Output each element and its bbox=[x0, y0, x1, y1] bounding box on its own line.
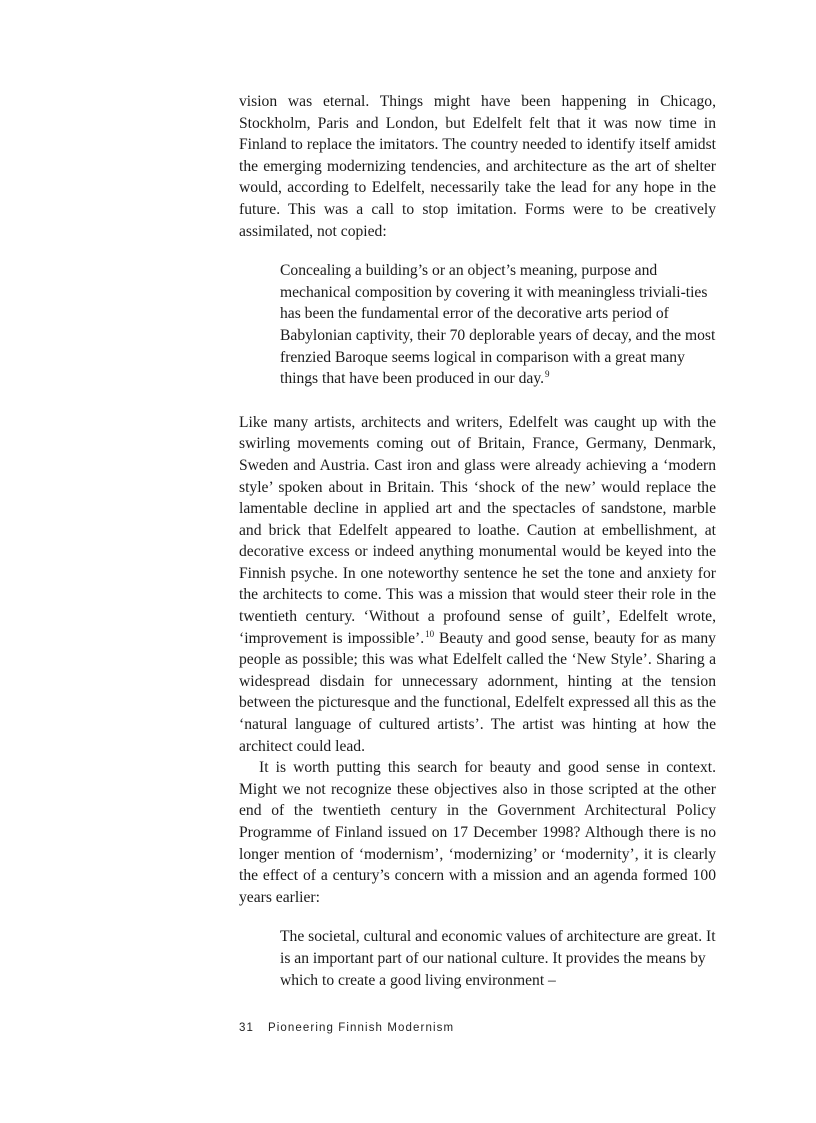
block-quote-1-text: Concealing a building’s or an object’s meaning, purpose and mechanical composition by covering it with meaningless triviali-ties has been the fundamental error of the decorative arts period of Babylonian captivity, their 70 deplorable years of decay, and the most frenzied Baroque seems logical in comparison with a great many things that have been produced in our day. bbox=[280, 262, 716, 388]
block-quote-2: The societal, cultural and economic values of architecture are great. It is an important part of our national culture. It provides the means by which to create a good living environment – bbox=[280, 928, 716, 989]
page-body bbox=[239, 91, 716, 991]
paragraph-1: vision was eternal. Things might have been happening in Chicago, Stockholm, Paris and London, but Edelfelt felt that it was now time in Finland to replace the imitators. The country needed to identify itself amidst the emerging modernizing tendencies, and architecture as the art of shelter would, according to Edelfelt, necessarily take the lead for any hope in the future. This was a call to stop imitation. Forms were to be creatively assimilated, not copied: bbox=[239, 93, 716, 240]
block-quote-1 bbox=[280, 260, 716, 390]
paragraph-2-text-b: Beauty and good sense, beauty for as many people as possible; this was what Edelfelt called the ‘New Style’. Sharing a widespread disdain for unnecessary adornment, hinting at the tension between the picturesque and the functional, Edelfelt expressed all this as the ‘natural language of cultured artists’. The artist was hinting at how the architect could lead. bbox=[239, 629, 716, 755]
running-title: Pioneering Finnish Modernism bbox=[268, 1022, 455, 1034]
footnote-ref-9: 9 bbox=[545, 369, 550, 380]
paragraph-3: It is worth putting this search for beauty and good sense in context. Might we not recognize these objectives also in those scripted at the other end of the twentieth century in the Government Architectural Policy Programme of Finland issued on 17 December 1998? Although there is no longer mention of ‘modernism’, ‘modernizing’ or ‘modernity’, it is clearly the effect of a century’s concern with a mission and an agenda formed 100 years earlier: bbox=[239, 759, 716, 906]
page-footer bbox=[239, 1022, 454, 1034]
paragraph-2-text-a: Like many artists, architects and writers, Edelfelt was caught up with the swirling movements coming out of Britain, France, Germany, Denmark, Sweden and Austria. Cast iron and glass were already achieving a ‘modern style’ spoken about in Britain. This ‘shock of the new’ would replace the lamentable decline in applied art and the spectacles of sandstone, marble and brick that Edelfelt appeared to loathe. Caution at embellishment, at decorative excess or indeed anything monumental would be keyed into the Finnish psyche. In one noteworthy sentence he set the tone and anxiety for the architects to come. This was a mission that would steer their role in the twentieth century. ‘Without a profound sense of guilt’, Edelfelt wrote, ‘improvement is impossible’. bbox=[239, 413, 716, 647]
footnote-ref-10: 10 bbox=[425, 628, 435, 639]
paragraph-2 bbox=[239, 412, 716, 758]
page-number: 31 bbox=[239, 1022, 254, 1034]
